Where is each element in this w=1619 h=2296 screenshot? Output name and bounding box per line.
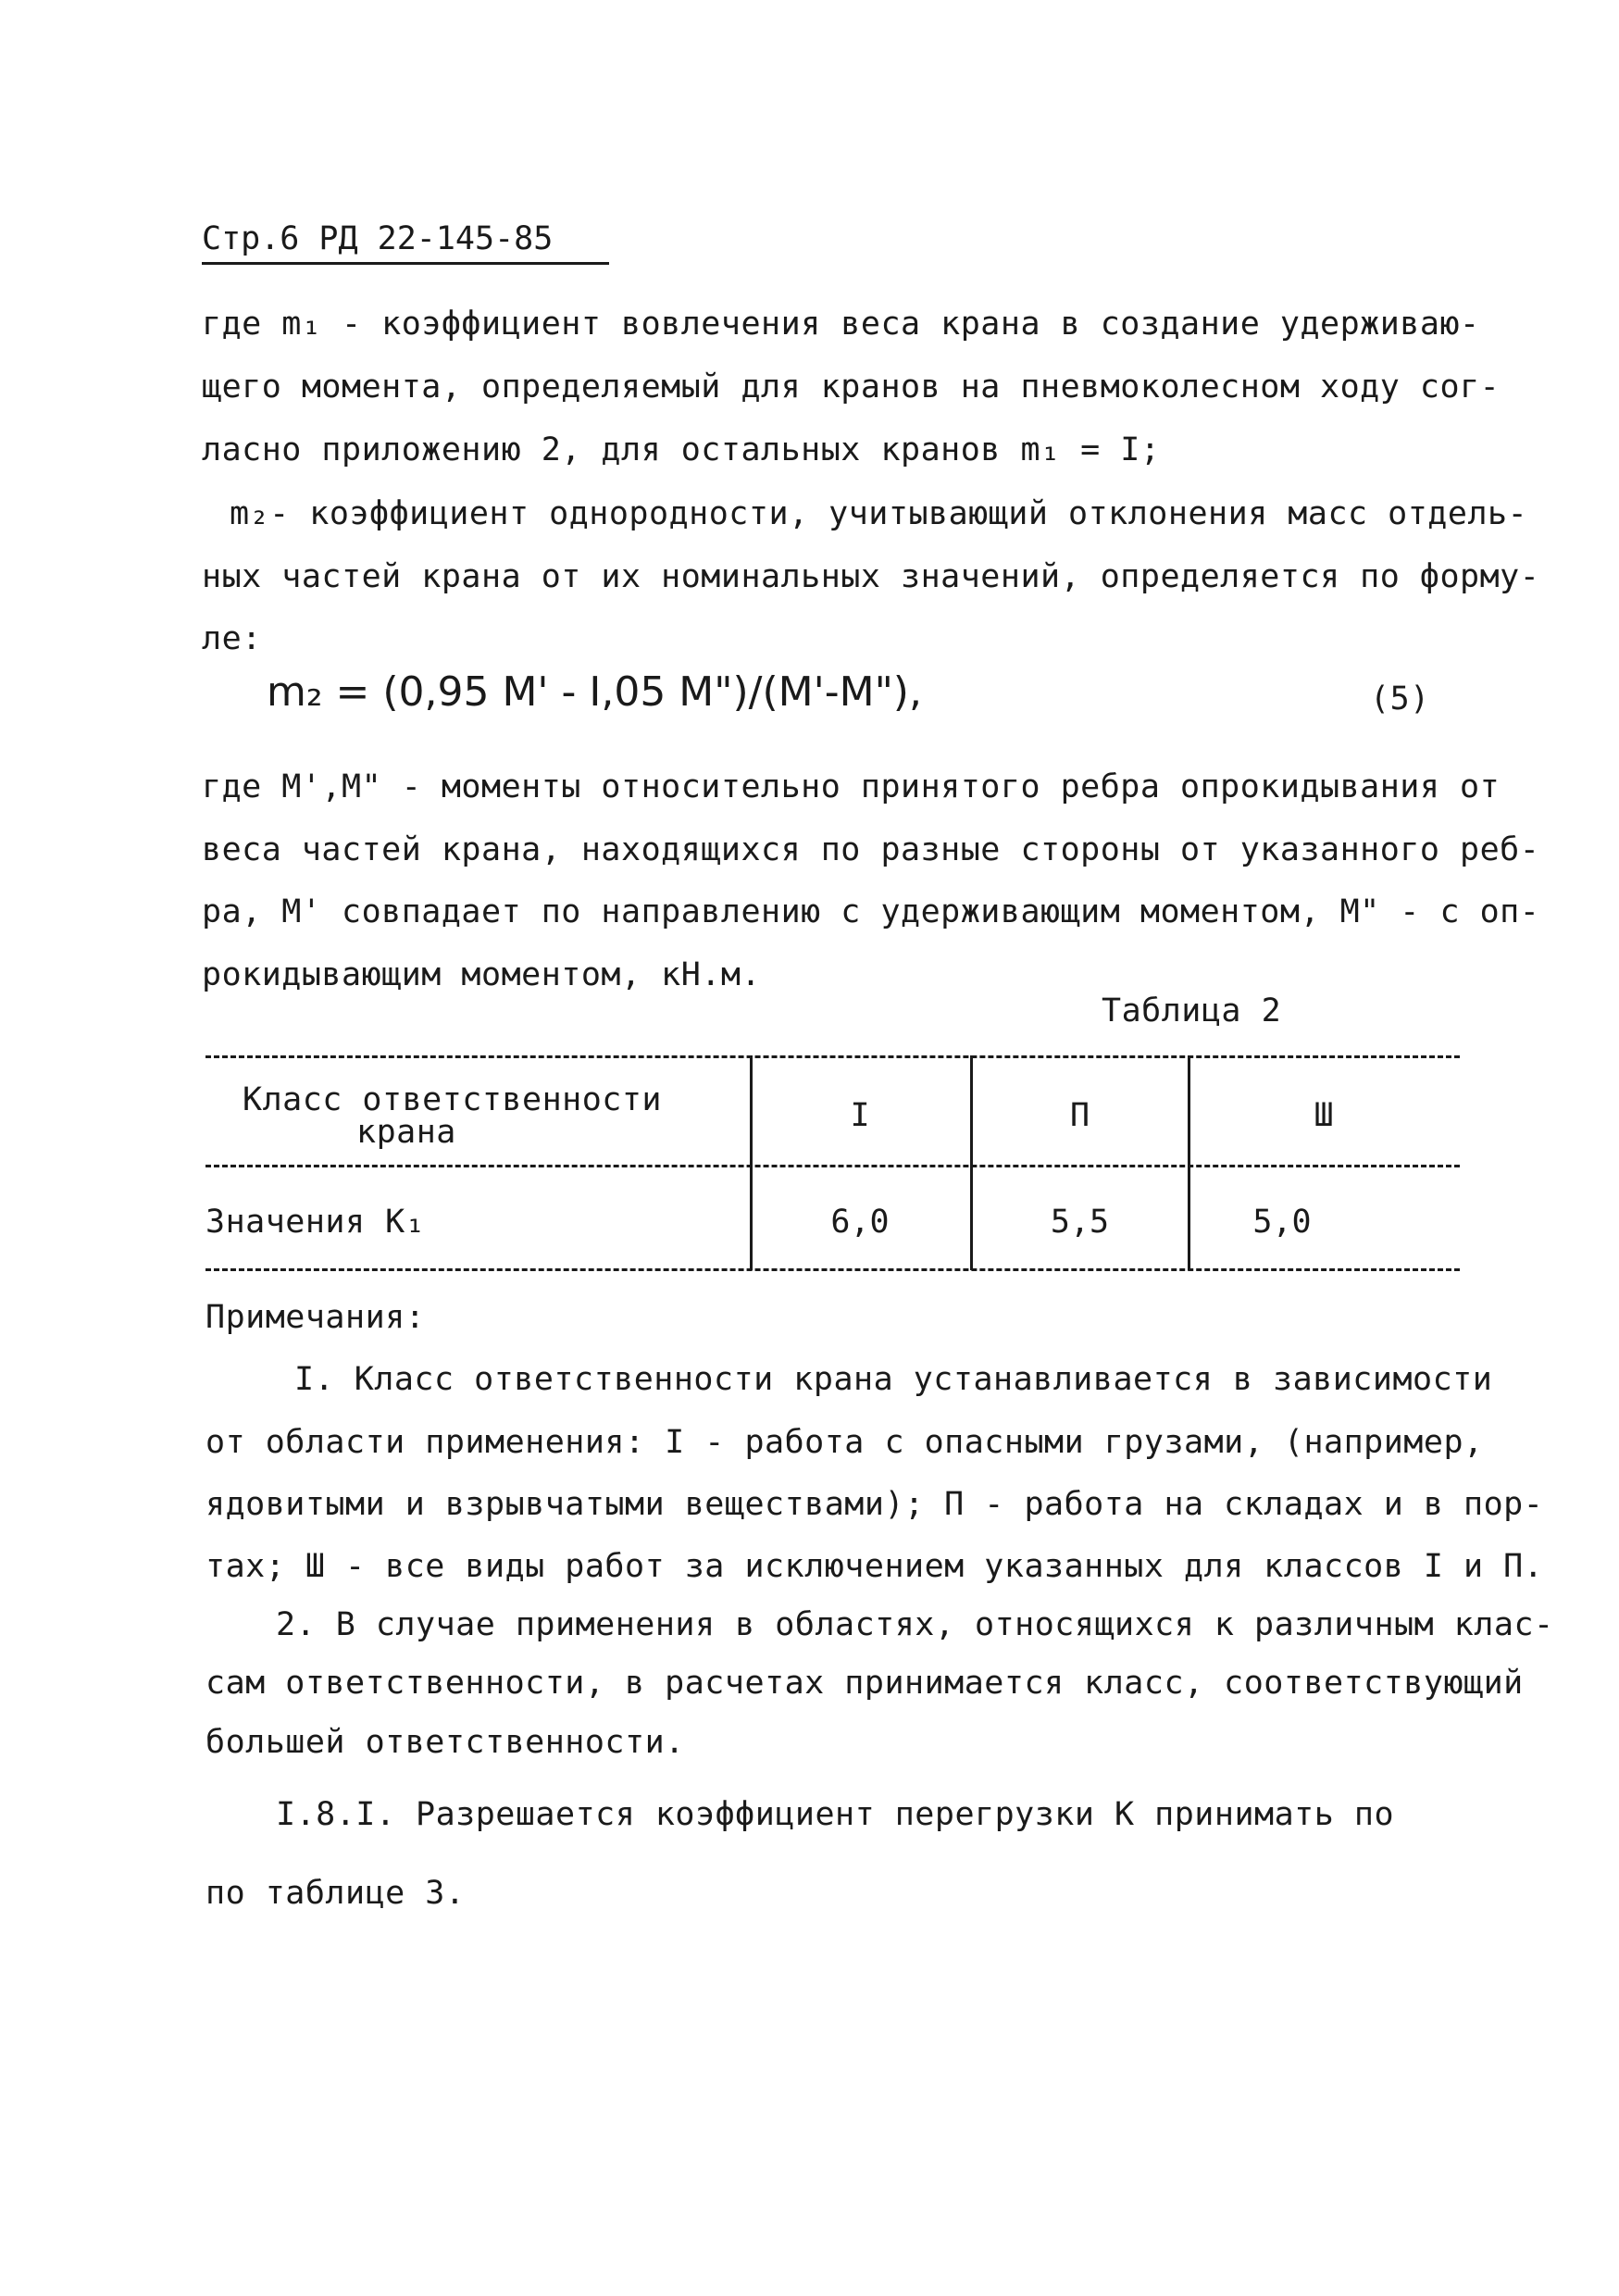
para1-line2: щего момента, определяемый для кранов на пневмоколесном ходу сог- bbox=[202, 368, 1501, 406]
para4-line1: I.8.I. Разрешается коэффициент перегрузки K принимать по bbox=[276, 1796, 1395, 1833]
note2-line2: сам ответственности, в расчетах принимается класс, соответствующий bbox=[205, 1665, 1524, 1702]
table-top-border bbox=[205, 1055, 1460, 1058]
table-value-2: 5,5 bbox=[1050, 1204, 1110, 1241]
table-col-header-2: П bbox=[1069, 1097, 1090, 1134]
para3-line1: где M',M" - моменты относительно принятого ребра опрокидывания от bbox=[202, 768, 1501, 805]
para3-line4: рокидывающим моментом, кН.м. bbox=[202, 956, 762, 993]
formula-5: m₂ = (0,95 M' - I,05 M")/(M'-M"), bbox=[267, 668, 922, 716]
para3-line2: веса частей крана, находящихся по разные стороны от указанного реб- bbox=[202, 831, 1540, 868]
table-value-3: 5,0 bbox=[1252, 1204, 1312, 1241]
para3-line3: ра, M' совпадает по направлению с удерживающим моментом, M" - с оп- bbox=[202, 893, 1540, 930]
note1-line3: ядовитыми и взрывчатыми веществами); П - работа на складах и в пор- bbox=[205, 1486, 1544, 1523]
note1-line1: I. Класс ответственности крана устанавливается в зависимости bbox=[294, 1361, 1493, 1398]
note1-line4: тах; Ш - все виды работ за исключением указанных для классов I и П. bbox=[205, 1548, 1544, 1585]
para2-line3: ле: bbox=[202, 620, 262, 657]
note1-line2: от области применения: I - работа с опасными грузами, (например, bbox=[205, 1424, 1484, 1461]
table-header-label-2: крана bbox=[356, 1114, 456, 1151]
para1-line1: где m₁ - коэффициент вовлечения веса крана в создание удерживаю- bbox=[202, 306, 1480, 343]
table-bottom-border bbox=[205, 1268, 1460, 1271]
table-caption: Таблица 2 bbox=[1102, 992, 1282, 1029]
table-header-separator bbox=[205, 1165, 1460, 1167]
para4-line2: по таблице 3. bbox=[205, 1875, 466, 1912]
note2-line1: 2. В случае применения в областях, относящихся к различным клас- bbox=[276, 1606, 1554, 1643]
para2-line2: ных частей крана от их номинальных значений, определяется по форму- bbox=[202, 558, 1540, 595]
note2-line3: большей ответственности. bbox=[205, 1724, 685, 1761]
table-col-header-1: I bbox=[850, 1097, 870, 1134]
para2-line1: m₂- коэффициент однородности, учитывающий отклонения масс отдель- bbox=[230, 495, 1528, 532]
table-row-label: Значения K₁ bbox=[205, 1204, 426, 1241]
formula-number: (5) bbox=[1370, 680, 1430, 718]
table-value-1: 6,0 bbox=[830, 1204, 890, 1241]
notes-title: Примечания: bbox=[205, 1299, 426, 1336]
table-col-header-3: Ш bbox=[1314, 1097, 1334, 1134]
header-underline bbox=[202, 262, 609, 265]
para1-line3: ласно приложению 2, для остальных кранов m₁ = I; bbox=[202, 431, 1161, 468]
page-header: Стр.6 РД 22-145-85 bbox=[202, 220, 554, 257]
table-header-label-1: Класс ответственности bbox=[243, 1081, 663, 1118]
